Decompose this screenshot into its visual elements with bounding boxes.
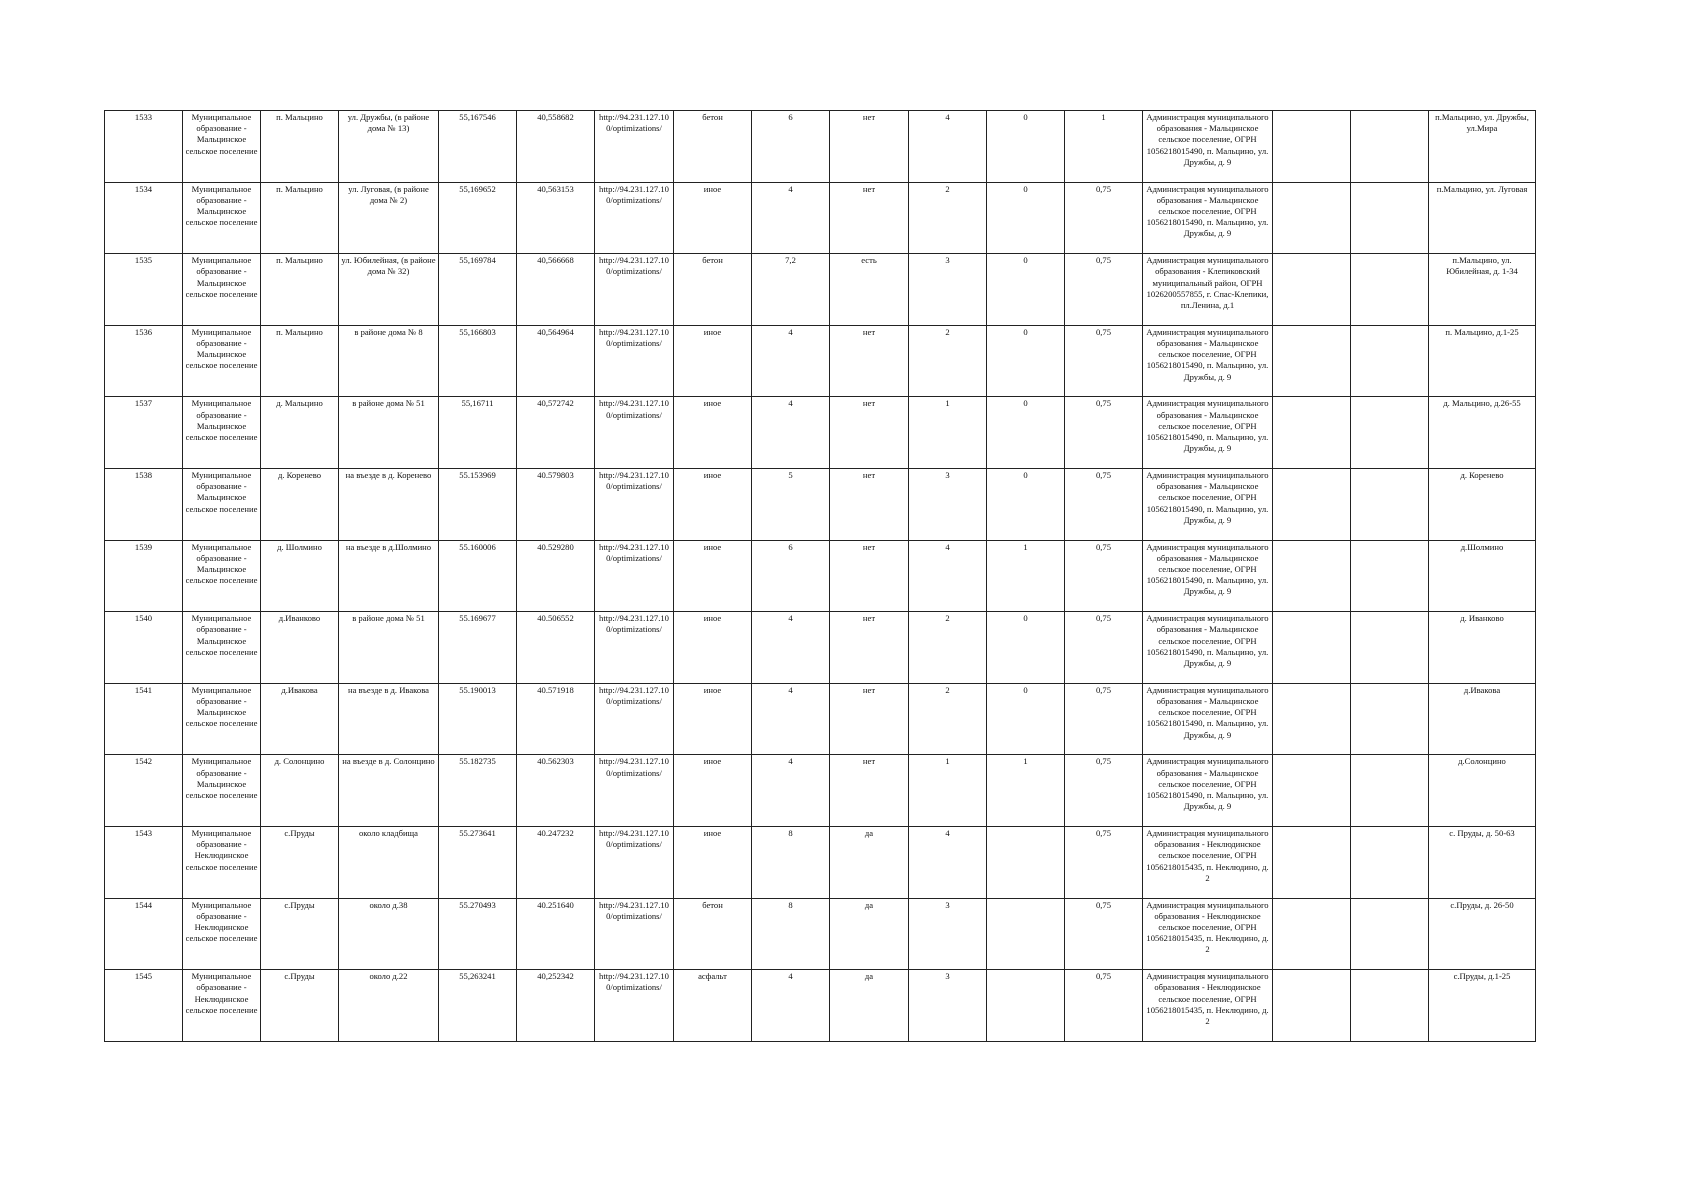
settlement-cell: с.Пруды [261,970,339,1042]
empty-cell [1351,612,1429,684]
containers-cell: 1 [909,755,987,827]
latitude-cell: 55,263241 [439,970,517,1042]
row-number-cell: 1535 [105,254,183,326]
map-link-cell: http://94.231.127.100/optimizations/ [595,468,674,540]
containers-cell: 1 [909,397,987,469]
address-cell: в районе дома № 51 [339,397,439,469]
settlement-cell: д. Шолмино [261,540,339,612]
empty-cell [1273,182,1351,254]
waste-sources-cell: с.Пруды, д.1-25 [1429,970,1536,1042]
volume-cell: 0,75 [1065,182,1143,254]
empty-cell [1351,683,1429,755]
table-row [105,970,1536,1042]
surface-type-cell: асфальт [674,970,752,1042]
latitude-cell: 55.270493 [439,898,517,970]
containers-cell: 3 [909,970,987,1042]
containers-cell: 4 [909,826,987,898]
latitude-cell: 55.169677 [439,612,517,684]
settlement-cell: д. Солонцино [261,755,339,827]
waste-sources-cell: д.Солонцино [1429,755,1536,827]
containers-cell: 3 [909,468,987,540]
table-row [105,755,1536,827]
owner-cell: Администрация муниципального образования - Мальцинское сельское поселение, ОГРН 1056218015490, п. Мальцино, ул. Дружбы, д. 9 [1143,182,1273,254]
row-number-cell: 1536 [105,325,183,397]
table-row [105,898,1536,970]
area-cell: 4 [752,612,830,684]
map-link-cell: http://94.231.127.100/optimizations/ [595,970,674,1042]
bunker-cell [987,898,1065,970]
empty-cell [1273,540,1351,612]
waste-sources-cell: д.Ивакова [1429,683,1536,755]
longitude-cell: 40.579803 [517,468,595,540]
surface-type-cell: иное [674,826,752,898]
owner-cell: Администрация муниципального образования - Мальцинское сельское поселение, ОГРН 1056218015490, п. Мальцино, ул. Дружбы, д. 9 [1143,111,1273,183]
area-cell: 4 [752,325,830,397]
address-cell: на въезде в д. Ивакова [339,683,439,755]
table-row [105,254,1536,326]
waste-sites-table [104,110,1536,1042]
bunker-cell: 1 [987,540,1065,612]
row-number-cell: 1545 [105,970,183,1042]
empty-cell [1273,755,1351,827]
address-cell: на въезде в д. Солонцино [339,755,439,827]
waste-sources-cell: д.Шолмино [1429,540,1536,612]
longitude-cell: 40.571918 [517,683,595,755]
bunker-cell: 0 [987,683,1065,755]
surface-type-cell: иное [674,612,752,684]
empty-cell [1351,254,1429,326]
waste-sources-cell: д. Коренево [1429,468,1536,540]
empty-cell [1351,826,1429,898]
fence-cell: нет [830,111,909,183]
row-number-cell: 1541 [105,683,183,755]
empty-cell [1351,540,1429,612]
settlement-cell: с.Пруды [261,826,339,898]
area-cell: 6 [752,111,830,183]
table-row [105,468,1536,540]
containers-cell: 3 [909,898,987,970]
empty-cell [1273,111,1351,183]
map-link-cell: http://94.231.127.100/optimizations/ [595,755,674,827]
empty-cell [1273,970,1351,1042]
municipality-cell: Муниципальное образование - Мальцинское сельское поселение [183,755,261,827]
volume-cell: 0,75 [1065,612,1143,684]
bunker-cell [987,826,1065,898]
fence-cell: нет [830,755,909,827]
table-body [105,111,1536,1042]
empty-cell [1351,111,1429,183]
waste-sources-cell: д. Иванково [1429,612,1536,684]
owner-cell: Администрация муниципального образования - Мальцинское сельское поселение, ОГРН 1056218015490, п. Мальцино, ул. Дружбы, д. 9 [1143,325,1273,397]
surface-type-cell: бетон [674,111,752,183]
area-cell: 7,2 [752,254,830,326]
area-cell: 4 [752,970,830,1042]
map-link-cell: http://94.231.127.100/optimizations/ [595,612,674,684]
register-sheet [104,110,1536,1042]
longitude-cell: 40.247232 [517,826,595,898]
latitude-cell: 55,16711 [439,397,517,469]
empty-cell [1273,397,1351,469]
municipality-cell: Муниципальное образование - Неклюдинское сельское поселение [183,970,261,1042]
municipality-cell: Муниципальное образование - Мальцинское сельское поселение [183,540,261,612]
settlement-cell: п. Мальцино [261,111,339,183]
row-number-cell: 1542 [105,755,183,827]
map-link-cell: http://94.231.127.100/optimizations/ [595,397,674,469]
map-link-cell: http://94.231.127.100/optimizations/ [595,540,674,612]
municipality-cell: Муниципальное образование - Неклюдинское сельское поселение [183,826,261,898]
volume-cell: 0,75 [1065,254,1143,326]
latitude-cell: 55,169784 [439,254,517,326]
empty-cell [1273,325,1351,397]
settlement-cell: с.Пруды [261,898,339,970]
area-cell: 6 [752,540,830,612]
address-cell: ул. Дружбы, (в районе дома № 13) [339,111,439,183]
area-cell: 4 [752,182,830,254]
longitude-cell: 40,566668 [517,254,595,326]
longitude-cell: 40.251640 [517,898,595,970]
address-cell: на въезде в д.Шолмино [339,540,439,612]
containers-cell: 2 [909,182,987,254]
table-row [105,540,1536,612]
volume-cell: 1 [1065,111,1143,183]
longitude-cell: 40.562303 [517,755,595,827]
table-row [105,182,1536,254]
bunker-cell: 0 [987,182,1065,254]
empty-cell [1351,755,1429,827]
empty-cell [1273,826,1351,898]
empty-cell [1273,468,1351,540]
containers-cell: 4 [909,540,987,612]
fence-cell: нет [830,325,909,397]
empty-cell [1273,683,1351,755]
address-cell: ул. Луговая, (в районе дома № 2) [339,182,439,254]
map-link-cell: http://94.231.127.100/optimizations/ [595,898,674,970]
table-row [105,826,1536,898]
municipality-cell: Муниципальное образование - Мальцинское сельское поселение [183,468,261,540]
map-link-cell: http://94.231.127.100/optimizations/ [595,254,674,326]
owner-cell: Администрация муниципального образования - Мальцинское сельское поселение, ОГРН 1056218015490, п. Мальцино, ул. Дружбы, д. 9 [1143,397,1273,469]
municipality-cell: Муниципальное образование - Мальцинское сельское поселение [183,683,261,755]
waste-sources-cell: п. Мальцино, д.1-25 [1429,325,1536,397]
map-link-cell: http://94.231.127.100/optimizations/ [595,683,674,755]
waste-sources-cell: с. Пруды, д. 50-63 [1429,826,1536,898]
volume-cell: 0,75 [1065,468,1143,540]
surface-type-cell: бетон [674,254,752,326]
area-cell: 8 [752,826,830,898]
map-link-cell: http://94.231.127.100/optimizations/ [595,111,674,183]
area-cell: 8 [752,898,830,970]
settlement-cell: д.Иванково [261,612,339,684]
volume-cell: 0,75 [1065,683,1143,755]
empty-cell [1351,397,1429,469]
surface-type-cell: иное [674,683,752,755]
empty-cell [1351,468,1429,540]
waste-sources-cell: с.Пруды, д. 26-50 [1429,898,1536,970]
owner-cell: Администрация муниципального образования - Мальцинское сельское поселение, ОГРН 1056218015490, п. Мальцино, ул. Дружбы, д. 9 [1143,683,1273,755]
fence-cell: нет [830,397,909,469]
fence-cell: да [830,826,909,898]
volume-cell: 0,75 [1065,826,1143,898]
surface-type-cell: иное [674,755,752,827]
area-cell: 4 [752,683,830,755]
latitude-cell: 55.182735 [439,755,517,827]
owner-cell: Администрация муниципального образования - Неклюдинское сельское поселение, ОГРН 1056218015435, п. Неклюдино, д. 2 [1143,826,1273,898]
bunker-cell: 0 [987,254,1065,326]
bunker-cell: 0 [987,612,1065,684]
latitude-cell: 55.153969 [439,468,517,540]
empty-cell [1351,325,1429,397]
fence-cell: да [830,970,909,1042]
volume-cell: 0,75 [1065,397,1143,469]
area-cell: 4 [752,397,830,469]
bunker-cell: 1 [987,755,1065,827]
volume-cell: 0,75 [1065,325,1143,397]
bunker-cell: 0 [987,468,1065,540]
longitude-cell: 40.529280 [517,540,595,612]
volume-cell: 0,75 [1065,755,1143,827]
map-link-cell: http://94.231.127.100/optimizations/ [595,826,674,898]
waste-sources-cell: п.Мальцино, ул. Дружбы, ул.Мира [1429,111,1536,183]
containers-cell: 3 [909,254,987,326]
area-cell: 5 [752,468,830,540]
surface-type-cell: иное [674,540,752,612]
address-cell: около д.22 [339,970,439,1042]
longitude-cell: 40,572742 [517,397,595,469]
bunker-cell: 0 [987,325,1065,397]
owner-cell: Администрация муниципального образования - Мальцинское сельское поселение, ОГРН 1056218015490, п. Мальцино, ул. Дружбы, д. 9 [1143,468,1273,540]
table-row [105,111,1536,183]
municipality-cell: Муниципальное образование - Неклюдинское сельское поселение [183,898,261,970]
fence-cell: нет [830,612,909,684]
table-row [105,683,1536,755]
latitude-cell: 55,166803 [439,325,517,397]
surface-type-cell: бетон [674,898,752,970]
fence-cell: нет [830,683,909,755]
latitude-cell: 55.190013 [439,683,517,755]
owner-cell: Администрация муниципального образования - Клепиковский муниципальный район, ОГРН 1026200557855, г. Спас-Клепики, пл.Ленина, д.1 [1143,254,1273,326]
waste-sources-cell: п.Мальцино, ул. Луговая [1429,182,1536,254]
map-link-cell: http://94.231.127.100/optimizations/ [595,182,674,254]
owner-cell: Администрация муниципального образования - Неклюдинское сельское поселение, ОГРН 1056218015435, п. Неклюдино, д. 2 [1143,898,1273,970]
address-cell: около кладбища [339,826,439,898]
settlement-cell: д. Коренево [261,468,339,540]
address-cell: на въезде в д. Коренево [339,468,439,540]
bunker-cell [987,970,1065,1042]
row-number-cell: 1538 [105,468,183,540]
row-number-cell: 1539 [105,540,183,612]
settlement-cell: п. Мальцино [261,325,339,397]
settlement-cell: д.Ивакова [261,683,339,755]
empty-cell [1273,254,1351,326]
settlement-cell: д. Мальцино [261,397,339,469]
empty-cell [1351,182,1429,254]
empty-cell [1351,898,1429,970]
fence-cell: нет [830,468,909,540]
containers-cell: 4 [909,111,987,183]
longitude-cell: 40,564964 [517,325,595,397]
longitude-cell: 40,563153 [517,182,595,254]
fence-cell: есть [830,254,909,326]
containers-cell: 2 [909,683,987,755]
surface-type-cell: иное [674,325,752,397]
row-number-cell: 1544 [105,898,183,970]
owner-cell: Администрация муниципального образования - Мальцинское сельское поселение, ОГРН 1056218015490, п. Мальцино, ул. Дружбы, д. 9 [1143,612,1273,684]
fence-cell: да [830,898,909,970]
owner-cell: Администрация муниципального образования - Мальцинское сельское поселение, ОГРН 1056218015490, п. Мальцино, ул. Дружбы, д. 9 [1143,540,1273,612]
table-row [105,325,1536,397]
surface-type-cell: иное [674,468,752,540]
map-link-cell: http://94.231.127.100/optimizations/ [595,325,674,397]
address-cell: около д.38 [339,898,439,970]
settlement-cell: п. Мальцино [261,254,339,326]
area-cell: 4 [752,755,830,827]
municipality-cell: Муниципальное образование - Мальцинское сельское поселение [183,182,261,254]
volume-cell: 0,75 [1065,540,1143,612]
longitude-cell: 40.506552 [517,612,595,684]
municipality-cell: Муниципальное образование - Мальцинское сельское поселение [183,111,261,183]
address-cell: ул. Юбилейная, (в районе дома № 32) [339,254,439,326]
fence-cell: нет [830,182,909,254]
longitude-cell: 40,252342 [517,970,595,1042]
municipality-cell: Муниципальное образование - Мальцинское сельское поселение [183,397,261,469]
empty-cell [1273,898,1351,970]
row-number-cell: 1540 [105,612,183,684]
address-cell: в районе дома № 51 [339,612,439,684]
owner-cell: Администрация муниципального образования - Мальцинское сельское поселение, ОГРН 1056218015490, п. Мальцино, ул. Дружбы, д. 9 [1143,755,1273,827]
longitude-cell: 40,558682 [517,111,595,183]
table-row [105,612,1536,684]
empty-cell [1351,970,1429,1042]
bunker-cell: 0 [987,397,1065,469]
row-number-cell: 1534 [105,182,183,254]
row-number-cell: 1537 [105,397,183,469]
volume-cell: 0,75 [1065,898,1143,970]
latitude-cell: 55,167546 [439,111,517,183]
volume-cell: 0,75 [1065,970,1143,1042]
row-number-cell: 1533 [105,111,183,183]
surface-type-cell: иное [674,397,752,469]
latitude-cell: 55.273641 [439,826,517,898]
latitude-cell: 55,169652 [439,182,517,254]
containers-cell: 2 [909,612,987,684]
bunker-cell: 0 [987,111,1065,183]
surface-type-cell: иное [674,182,752,254]
fence-cell: нет [830,540,909,612]
municipality-cell: Муниципальное образование - Мальцинское сельское поселение [183,254,261,326]
row-number-cell: 1543 [105,826,183,898]
settlement-cell: п. Мальцино [261,182,339,254]
owner-cell: Администрация муниципального образования - Неклюдинское сельское поселение, ОГРН 1056218015435, п. Неклюдино, д. 2 [1143,970,1273,1042]
municipality-cell: Муниципальное образование - Мальцинское сельское поселение [183,325,261,397]
empty-cell [1273,612,1351,684]
municipality-cell: Муниципальное образование - Мальцинское сельское поселение [183,612,261,684]
waste-sources-cell: д. Мальцино, д.26-55 [1429,397,1536,469]
waste-sources-cell: п.Мальцино, ул. Юбилейная, д. 1-34 [1429,254,1536,326]
containers-cell: 2 [909,325,987,397]
table-row [105,397,1536,469]
latitude-cell: 55.160006 [439,540,517,612]
address-cell: в районе дома № 8 [339,325,439,397]
